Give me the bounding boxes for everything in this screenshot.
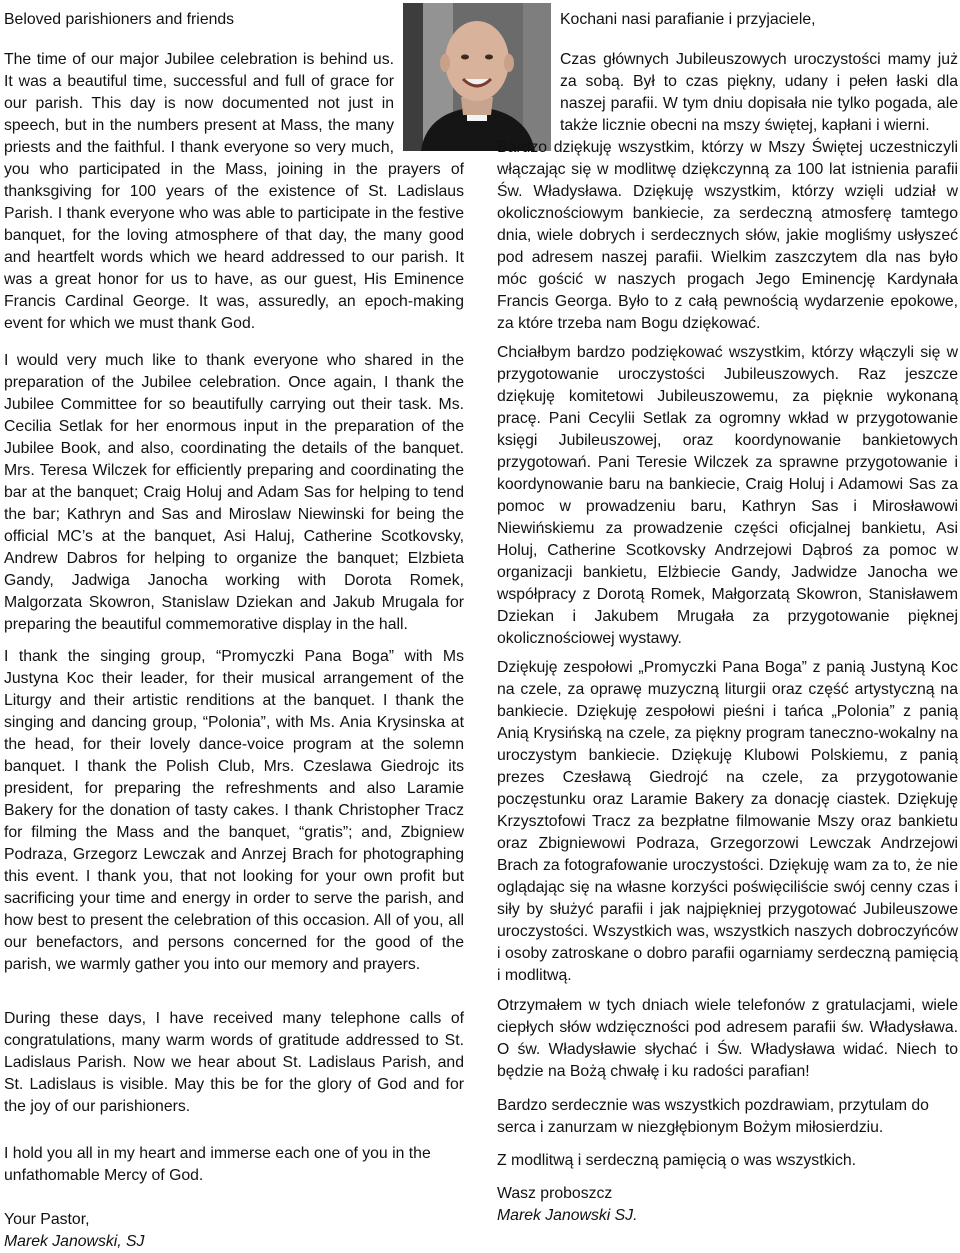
polish-paragraph-5: Otrzymałem w tych dniach wiele telefonów z gratulacjami, wiele ciepłych słów wdzięczności pod adresem parafii św. Władysława. O św. Władysławie słychać i Św. Władysława widać. Niech to będzie na Bożą chwałę i ku radości parafian! xyxy=(497,997,958,1080)
english-greeting: Beloved parishioners and friends xyxy=(4,11,235,28)
english-closing: Your Pastor, xyxy=(4,1211,90,1228)
english-paragraph-3: I thank the singing group, “Promyczki Pana Boga” with Ms Justyna Koc their leader, for their musical arrangement of the Liturgy and their artistic renditions at the banquet. I thank the singing and dancing group, “Polonia”, with Ms. Ania Krysinska at the head, for their lovely dance-voice program at the solemn banquet. I thank the Polish Club, Mrs. Czeslawa Giedrojc its president, for preparing the refreshments and also Laramie Bakery for the donation of tasty cakes. I thank Christopher Tracz for filming the Mass and the banquet, “gratis”; and, Zbigniew Podraza, Grzegorz Lewczak and Anrzej Brach for photographing this event. I thank you, that not looking for your own profit but sacrificing your time and energy in order to serve the parish, and how best to present the celebration of this occasion. All of you, all our benefactors, and persons concerned for the good of the parish, we warmly gather you into our memory and prayers. xyxy=(4,648,464,973)
english-paragraph-1: The time of our major Jubilee celebration is behind us. It was a beautiful time, successful and full of grace for our parish. This day is now documented not just in speech, but in the numbers present at Mass, the many priests and the faithful. I thank everyone so very much, you who participated in the Mass, joining in the prayers of thanksgiving for 100 years of the existence of St. Ladislaus Parish. I thank everyone who was able to participate in the festive banquet, for the loving atmosphere of that day, the many good and heartfelt words which we heard addressed to our parish. It was a great honor for us to have, as our guest, His Eminence Francis Cardinal George. It was, assuredly, an epoch-making event for which we must thank God. xyxy=(4,51,464,332)
polish-paragraph-4: Dziękuję zespołowi „Promyczki Pana Boga” z panią Justyną Koc na czele, za oprawę muzyczną liturgii oraz część artystyczną na bankiecie. Dziękuję zespołowi pieśni i tańca „Polonia” z panią Anią Krysińską na czele, za piękny program taneczno-wokalny na uroczystym bankiecie. Dziękuję Klubowi Polskiemu, z panią prezes Czesławą Giedrojć na czele, za przygotowanie poczęstunku oraz Laramie Bakery za donację ciastek. Dziękuję Krzysztofowi Tracz za bezpłatne filmowanie Mszy oraz bankietu oraz Zbigniewowi Podraza, Grzegorzowi Lewczak Andrzejowi Brach za fotografowanie uroczystości. Dziękuję wam za to, że nie oglądając się na własne korzyści poświęciliście swój cenny czas i siły by służyć parafii i jak najpiękniej przygotować Jubileuszowe uroczystości. Wszystkich was, wszystkich naszych dobroczyńców i osoby zatroskane o dobro parafii ogarniamy serdeczną pamięcią i modlitwą. xyxy=(497,659,958,984)
polish-signature-text: Marek Janowski SJ. xyxy=(497,1207,638,1224)
polish-greeting: Kochani nasi parafianie i przyjaciele, xyxy=(560,11,816,28)
photo-wrap-spacer xyxy=(394,49,464,159)
english-paragraph-4: During these days, I have received many telephone calls of congratulations, many warm words of gratitude addressed to St. Ladislaus Parish. Now we hear about St. Ladislaus Parish, and St. Ladislaus is visible. May this be for the glory of God and for the joy of our parishioners. xyxy=(4,1010,464,1115)
polish-paragraph-6: Bardzo serdecznie was wszystkich pozdrawiam, przytulam do serca i zanurzam w niezgłębionym Bożym miłosierdziu. xyxy=(497,1097,929,1136)
polish-paragraph-7: Z modlitwą i serdeczną pamięcią o was wszystkich. xyxy=(497,1152,857,1169)
polish-paragraph-3: Chciałbym bardzo podziękować wszystkim, którzy włączyli się w przygotowanie uroczystości Jubileuszowych. Raz jeszcze dziękuję komitetowi Jubileuszowemu, za pięknie wykonaną pracę. Pani Cecylii Setlak za ogromny wkład w przygotowanie księgi Jubileuszowej, oraz koordynowanie bankietowych przygotowań. Pani Teresie Wilczek za sprawne przygotowanie i koordynowanie baru na bankiecie, Craig Holuj i Adamowi Sas za pomoc w prowadzeniu baru, Kathryn Sas i Mirosławowi Niewińskiemu za prowadzenie części oficjalnej bankietu, Asi Holuj, Catherine Scotkovsky Andrzejowi Dąbroś za pomoc w organizacji bankietu, Elżbiecie Gandy, Jadwidze Janocha we współpracy z Dorotą Romek, Małgorzatą Skowron, Stanisławem Dziekan i Jakubem Mrugała za przygotowanie pięknej okolicznościowej wystawy. xyxy=(497,344,958,647)
polish-signature xyxy=(497,1205,958,1227)
polish-closing: Wasz proboszcz xyxy=(497,1185,613,1202)
english-paragraph-5: I hold you all in my heart and immerse each one of you in the unfathomable Mercy of God. xyxy=(4,1145,431,1184)
english-paragraph-2: I would very much like to thank everyone who shared in the preparation of the Jubilee celebration. Once again, I thank the Jubilee Committee for so beautifully carrying out their task. Ms. Cecilia Setlak for her enormous input in the preparation of the Jubilee Book, and also, coordinating the details of the banquet. Mrs. Teresa Wilczek for efficiently preparing and coordinating the bar at the banquet; Craig Holuj and Adam Sas for helping to tend the bar; Kathryn and Sas and Miroslaw Niewinski for being the official MC’s at the banquet, Asi Haluj, Catherine Scotkovsky, Andrew Dabros for helping to organize the banquet; Elzbieta Gandy, Jadwiga Janocha working with Dorota Romek, Malgorzata Skowron, Stanislaw Dziekan and Jakub Mrugala for preparing the beautiful commemorative display in the hall. xyxy=(4,352,464,633)
english-signature-text: Marek Janowski, SJ xyxy=(4,1233,145,1250)
polish-paragraph-2: Bardzo dziękuję wszystkim, którzy w Mszy Świętej uczestniczyli włączając się w modlitwę dziękczynną za 100 lat istnienia parafii Św. Władysława. Dziękuję wszystkim, którzy wzięli udział w okolicznościowym bankiecie, za serdeczną atmosferę tamtego dnia, wiele dobrych i serdecznych słów, jakie mogliśmy usłyszeć pod adresem naszej parafii. Wielkim zaszczytem dla nas było móc gościć w naszych progach Jego Eminencję Kardynała Francis Georga. Było to z całą pewnością wydarzenie epokowe, za które trzeba nam Bogu dziękować. xyxy=(497,139,958,332)
polish-paragraph-1: Czas głównych Jubileuszowych uroczystości mamy już za sobą. Był to czas piękny, udany i pełen łaski dla naszej parafii. W tym dniu dopisała nie tylko pogada, ale także licznie obecni na mszy świętej, kapłani i wierni. xyxy=(560,51,958,134)
english-signature xyxy=(4,1231,464,1253)
